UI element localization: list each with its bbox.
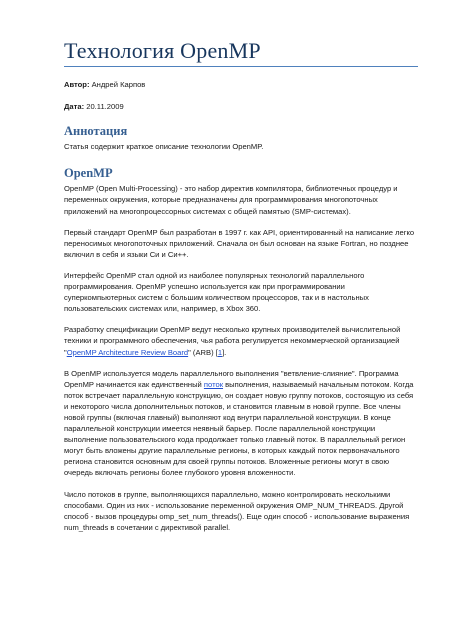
spec-text-start: Разработку спецификации OpenMP ведут несколько крупных производителей вычислительной техники и программного обеспечения, чья работа регулируется некоммерческой организацией "	[64, 325, 401, 357]
paragraph-definition: OpenMP (Open Multi-Processing) - это набор директив компилятора, библиотечных процедур и переменных окружения, которые предназначены для программирования многопоточных приложений на многопроцессорных системах с общей памятью (SMP-системах).	[64, 184, 398, 216]
spec-text-mid: " (ARB) [	[188, 347, 218, 357]
date-value: 20.11.2009	[86, 102, 124, 112]
thread-link[interactable]: поток	[203, 379, 224, 389]
author-label: Автор:	[64, 80, 90, 90]
author-line	[64, 80, 418, 90]
paragraph-thread-count: Число потоков в группе, выполняющихся параллельно, можно контролировать несколькими способами. Один из них - использование переменной окружения OMP_NUM_THREADS. Другой способ - вызов процедуры omp_set_num_threads(). Еще один способ - использование выражения num_threads в сочетании с директивой parallel.	[64, 489, 410, 532]
date-line	[64, 102, 418, 112]
spec-text-end: ].	[222, 347, 227, 357]
fork-join-text-end: выполнения, называемый начальным потоком. Когда поток встречает параллельную конструкцию, он создает новую группу потоков, состоящую из себя и некоторого числа дополнительных потоков, и становится главным в новой группе. Все члены новой группы (включая главный) выполняют код внутри параллельной конструкции. В конце параллельной конструкции имеется неявный барьер. После параллельной конструкции выполнение пользовательского кода продолжает только главный поток. В параллельный регион могут быть вложены другие параллельные регионы, в которых каждый поток первоначального региона становится основным для своей группы потоков. Вложенные регионы могут в свою очередь включать регионы более глубокого уровня вложенности.	[64, 379, 414, 478]
fork-join-text-start: В OpenMP используется модель параллельного выполнения "ветвление-слияние". Программа OpenMP начинается как единственный	[64, 368, 399, 389]
page-title: Технология OpenMP	[64, 38, 418, 67]
paragraph-fork-join	[64, 368, 418, 479]
paragraph-popularity: Интерфейс OpenMP стал одной из наиболее популярных технологий параллельного программирования. OpenMP успешно используется как при программировании суперкомпьютерных систем с большим количеством процессоров, так и в настольных пользовательских системах или, например, в Xbox 360.	[64, 270, 369, 314]
abstract-heading: Аннотация	[64, 124, 128, 139]
author-name: Андрей Карпов	[91, 80, 146, 90]
openmp-heading: OpenMP	[64, 166, 113, 181]
date-label: Дата:	[64, 102, 85, 112]
paragraph-history: Первый стандарт OpenMP был разработан в 1997 г. как API, ориентированный на написание легко переносимых многопоточных приложений. Сначала он был основан на языке Fortran, но позднее включил в себя и языки Си и Си++.	[64, 227, 415, 259]
paragraph-specification	[64, 324, 418, 357]
reference-link[interactable]: 1	[217, 347, 223, 357]
arb-link[interactable]: OpenMP Architecture Review Board	[66, 347, 189, 357]
abstract-text: Статья содержит краткое описание технологии OpenMP.	[64, 142, 264, 152]
